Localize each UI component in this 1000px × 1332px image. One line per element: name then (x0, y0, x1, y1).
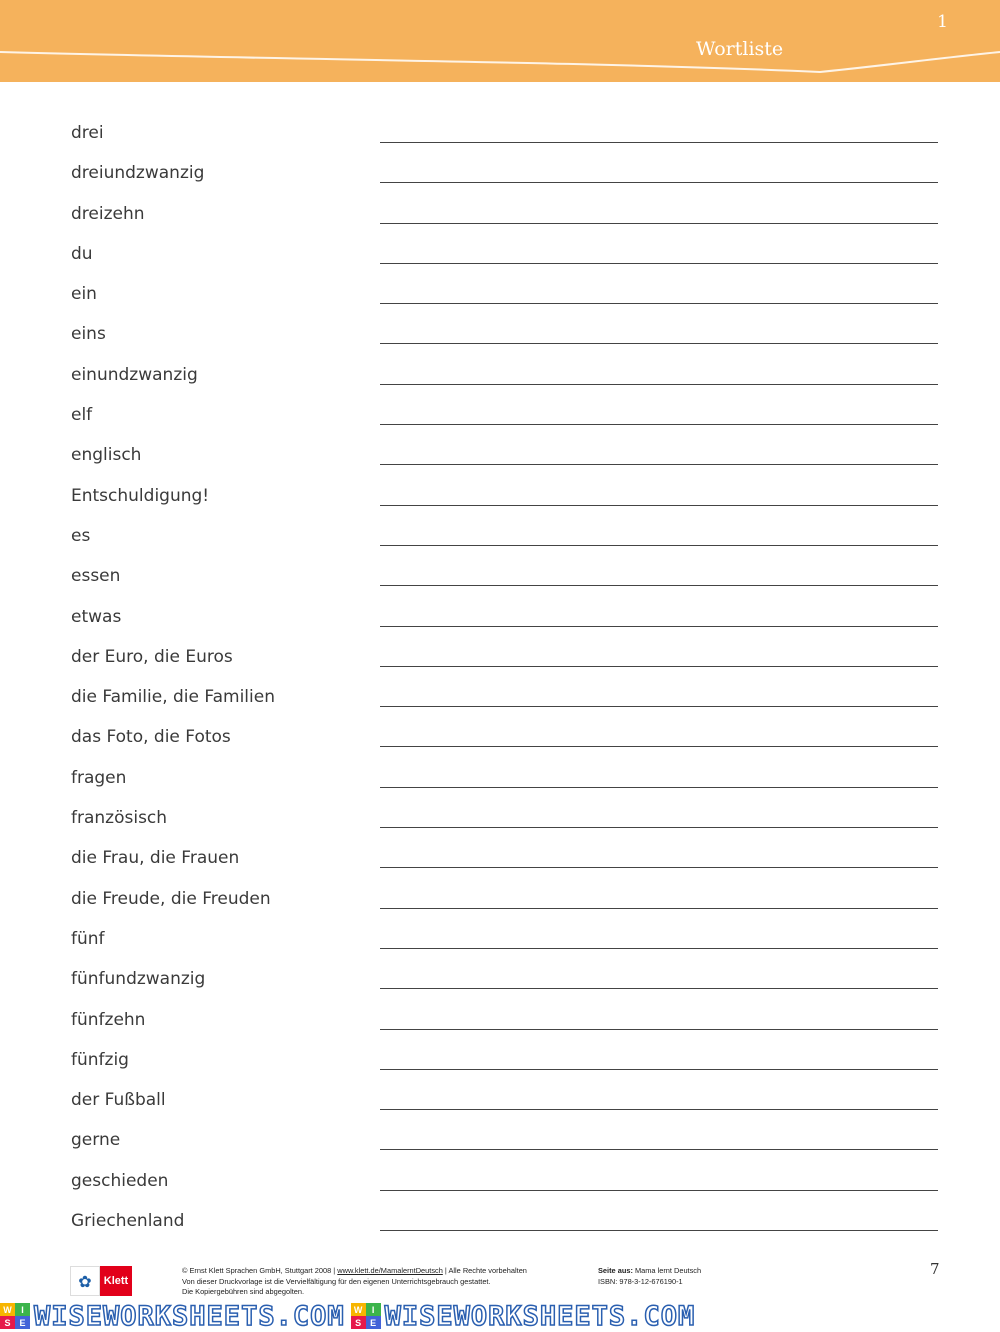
logo-letter: S (351, 1316, 366, 1329)
logo-letter: I (366, 1303, 381, 1316)
copyright-link[interactable]: www.klett.de/MamalerntDeutsch (337, 1266, 443, 1275)
word-row (0, 880, 1000, 920)
word-row (0, 477, 1000, 517)
word-label: fünfzehn (71, 1009, 146, 1030)
word-row (0, 195, 1000, 235)
copyright-prefix: © Ernst Klett Sprachen GmbH, Stuttgart 2008 | (182, 1266, 338, 1275)
copyright-line-3: Die Kopiergebühren sind abgegolten. (182, 1287, 305, 1296)
wiseworksheets-logo-icon (351, 1303, 381, 1329)
header-banner (0, 0, 1000, 82)
answer-line[interactable] (380, 384, 938, 385)
word-row (0, 436, 1000, 476)
chapter-number: 1 (937, 12, 948, 32)
word-label: französisch (71, 808, 168, 829)
word-label: fünfzig (71, 1049, 129, 1070)
word-label: etwas (71, 606, 122, 627)
word-row (0, 517, 1000, 557)
word-row (0, 678, 1000, 718)
answer-line[interactable] (380, 223, 938, 224)
logo-letter: W (0, 1303, 15, 1316)
answer-line[interactable] (380, 1029, 938, 1030)
word-row (0, 598, 1000, 638)
answer-line[interactable] (380, 585, 938, 586)
copyright-suffix: | Alle Rechte vorbehalten (442, 1266, 527, 1275)
klett-logo (70, 1266, 132, 1296)
watermark-unit (351, 1301, 696, 1332)
klett-flower-icon: ✿ (70, 1266, 100, 1296)
word-row (0, 759, 1000, 799)
answer-line[interactable] (380, 545, 938, 546)
word-label: das Foto, die Fotos (71, 727, 231, 748)
word-row (0, 1162, 1000, 1202)
word-row (0, 1001, 1000, 1041)
answer-line[interactable] (380, 988, 938, 989)
word-row (0, 396, 1000, 436)
logo-letter: E (366, 1316, 381, 1329)
answer-line[interactable] (380, 827, 938, 828)
logo-letter: I (15, 1303, 30, 1316)
answer-line[interactable] (380, 1149, 938, 1150)
source-label: Seite aus: (598, 1266, 633, 1275)
word-label: einundzwanzig (71, 364, 198, 385)
copyright-line-2: Von dieser Druckvorlage ist die Vervielfältigung für den eigenen Unterrichtsgebrauch gestattet. (182, 1276, 491, 1286)
answer-line[interactable] (380, 746, 938, 747)
word-label: der Euro, die Euros (71, 646, 233, 667)
answer-line[interactable] (380, 464, 938, 465)
word-list (0, 114, 1000, 1242)
word-label: Entschuldigung! (71, 485, 210, 506)
word-label: die Frau, die Frauen (71, 848, 240, 869)
word-row (0, 920, 1000, 960)
word-row (0, 315, 1000, 355)
page-title: Wortliste (696, 38, 784, 60)
word-row (0, 1202, 1000, 1242)
word-row (0, 1121, 1000, 1161)
wiseworksheets-logo-icon (0, 1303, 30, 1329)
source-info (598, 1266, 798, 1287)
word-label: dreizehn (71, 203, 145, 224)
word-row (0, 839, 1000, 879)
answer-line[interactable] (380, 1109, 938, 1110)
word-label: die Freude, die Freuden (71, 888, 271, 909)
word-label: der Fußball (71, 1090, 166, 1111)
word-row (0, 154, 1000, 194)
answer-line[interactable] (380, 142, 938, 143)
answer-line[interactable] (380, 948, 938, 949)
word-row (0, 557, 1000, 597)
word-label: drei (71, 123, 104, 143)
answer-line[interactable] (380, 706, 938, 707)
answer-line[interactable] (380, 424, 938, 425)
page-header (0, 0, 1000, 82)
word-label: es (71, 525, 91, 546)
answer-line[interactable] (380, 867, 938, 868)
answer-line[interactable] (380, 303, 938, 304)
word-label: gerne (71, 1130, 121, 1151)
logo-letter: S (0, 1316, 15, 1329)
word-label: dreiundzwanzig (71, 163, 205, 184)
answer-line[interactable] (380, 666, 938, 667)
word-label: fragen (71, 767, 127, 788)
logo-letter: W (351, 1303, 366, 1316)
klett-logo-text: Klett (100, 1266, 132, 1296)
word-label: fünfundzwanzig (71, 969, 206, 990)
page-footer (0, 1258, 1000, 1298)
isbn: ISBN: 978-3-12-676190-1 (598, 1276, 683, 1286)
word-row (0, 799, 1000, 839)
answer-line[interactable] (380, 787, 938, 788)
word-label: du (71, 243, 93, 264)
word-row (0, 1081, 1000, 1121)
word-row (0, 638, 1000, 678)
answer-line[interactable] (380, 1190, 938, 1191)
word-label: fünf (71, 928, 105, 949)
watermark-unit (0, 1301, 345, 1332)
word-label: ein (71, 284, 97, 305)
copyright-notice (182, 1266, 582, 1298)
answer-line[interactable] (380, 626, 938, 627)
answer-line[interactable] (380, 343, 938, 344)
answer-line[interactable] (380, 908, 938, 909)
answer-line[interactable] (380, 505, 938, 506)
watermark-text: WISEWORKSHEETS.COM (384, 1300, 696, 1332)
word-row (0, 275, 1000, 315)
word-label: Griechenland (71, 1211, 185, 1232)
word-row (0, 1041, 1000, 1081)
word-row (0, 960, 1000, 1000)
answer-line[interactable] (380, 1230, 938, 1231)
word-label: geschieden (71, 1170, 169, 1191)
answer-line[interactable] (380, 1069, 938, 1070)
word-row (0, 114, 1000, 154)
source-title: Mama lernt Deutsch (632, 1266, 702, 1275)
word-row (0, 356, 1000, 396)
word-label: essen (71, 566, 121, 587)
watermark-banner (0, 1300, 1000, 1332)
word-row (0, 718, 1000, 758)
word-label: die Familie, die Familien (71, 687, 275, 708)
word-row (0, 235, 1000, 275)
answer-line[interactable] (380, 182, 938, 183)
word-label: elf (71, 405, 93, 426)
logo-letter: E (15, 1316, 30, 1329)
word-label: englisch (71, 445, 142, 466)
watermark-text: WISEWORKSHEETS.COM (34, 1300, 345, 1332)
word-label: eins (71, 324, 106, 345)
page-number: 7 (930, 1260, 940, 1278)
answer-line[interactable] (380, 263, 938, 264)
